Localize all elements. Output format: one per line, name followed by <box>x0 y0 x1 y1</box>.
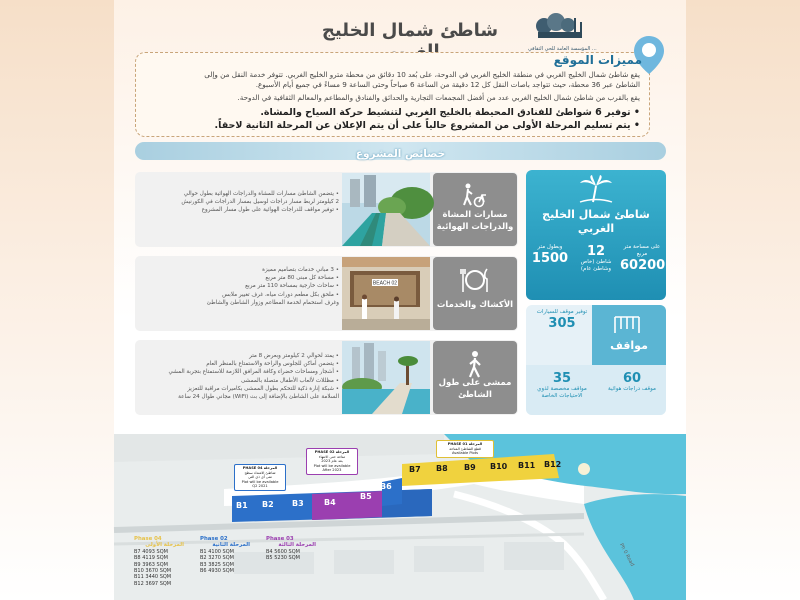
beach-name: شاطئ شمال الخليج الغربي <box>542 208 650 235</box>
feature-row-label: الأكشاك والخدمات <box>436 300 514 310</box>
callout-title: PHASE 02 المرحلة <box>314 450 350 454</box>
features-paragraph: يقع بالقرب من شاطئ شمال الخليج الغربي عدد من أفضل المجمعات التجارية والحدائق والفنادق والمطاعم والمعالم الثقافية في الدوحة. <box>237 93 640 102</box>
legend-item: B6 4930 SQM <box>200 568 234 575</box>
kiosk-render-image <box>342 257 430 330</box>
legend-item: B7 4093 SQM <box>134 548 168 555</box>
legend-item: B2 3270 SQM <box>200 555 234 562</box>
features-title: مميزات الموقع <box>553 53 642 67</box>
stat-caption: على مساحة متر مربع <box>623 244 661 257</box>
stat-area <box>620 244 664 273</box>
legend-heading-ar: المرحلة الثانية <box>212 542 250 549</box>
stat-length <box>530 244 570 266</box>
stat-caption: توفير موقف للسيارات <box>536 309 588 315</box>
callout-line: شاطئ الامتداد سطح <box>244 470 276 475</box>
legend-heading: Phase 02 <box>200 536 228 542</box>
walking-cycling-icon <box>460 181 490 211</box>
plot-label: B4 <box>324 498 336 507</box>
feature-row-text <box>145 190 339 215</box>
plot-label: B1 <box>236 501 248 510</box>
feature-row-text <box>145 266 339 307</box>
stat-accessible-parking <box>534 371 590 400</box>
plot-label: B11 <box>518 461 536 470</box>
plot-label: B2 <box>262 500 274 509</box>
legend-item: B11 3440 SQM <box>134 574 172 581</box>
feature-line: • مظللات لألعاب الأطفال متصلة بالممشى <box>240 377 339 384</box>
stat-bike-parking <box>604 371 660 393</box>
stat-caption: شاطئ (خاص وشاطئ عام) <box>580 259 612 272</box>
callout-title: PHASE 04 المرحلة <box>242 466 278 470</box>
parking-card <box>526 305 666 415</box>
beach-summary-card <box>526 170 666 300</box>
stat-caption: مواقف مخصصة لذوي الاحتياجات الخاصة <box>537 386 587 399</box>
project-features-band <box>135 142 666 160</box>
organization-logo <box>530 12 592 46</box>
plot-label: B10 <box>490 462 508 471</box>
callout-line: متاحة حتى الانتهاء <box>318 454 346 459</box>
dining-icon <box>460 265 490 295</box>
stat-value: 60200 <box>620 258 666 273</box>
phase-02-callout <box>306 448 358 475</box>
callout-line: Available Plots <box>451 451 479 456</box>
stat-caption: وبطول متر <box>537 244 563 250</box>
feature-line: • مساحة كل مبنى 80 متر مربع <box>265 275 339 282</box>
features-bullet: • يتم تسليم المرحلة الأولى من المشروع حالياً على أن يتم الإعلان عن المرحلة الثانية لاحقاً. <box>214 120 640 131</box>
parking-icon <box>612 315 642 335</box>
stat-beaches <box>574 244 618 273</box>
parking-card-header <box>592 305 666 365</box>
feature-line: 2 كيلومتر لربط مسار دراجات لوسيل بمسار الدراجات في الكورنيش <box>181 199 339 206</box>
feature-line: • يتضمن أماكن للجلوس والراحة والاستمتاع بالمنظر العام <box>206 361 339 368</box>
phase-04-callout <box>234 464 286 491</box>
beach-walk-render-image <box>342 341 430 414</box>
plot-label: B3 <box>292 499 304 508</box>
legend-phase-02 <box>200 536 250 574</box>
plot-label: B6 <box>380 482 392 491</box>
feature-row-icon-panel <box>433 257 517 330</box>
parking-label: مواقف <box>610 339 648 352</box>
legend-item: B3 3825 SQM <box>200 561 234 568</box>
feature-line: • ساحات خارجية بمساحة 110 متر مربع <box>245 283 339 290</box>
callout-title: PHASE 01 المرحلة <box>447 442 483 446</box>
callout-line: After 2023 <box>322 468 342 473</box>
stat-caption: موقف دراجات هوائية <box>608 386 656 392</box>
features-paragraph: الشاطئ عبر 36 محطة، حيث تتواجد باصات النقل كل 12 دقيقة من الساعة 6 صباحاً وحتى الساعة 9 مساءً في جميع أيام الأسبوع. <box>255 80 640 89</box>
feature-line: • ملحق بكل مطعم دورات مياه، غرف تغيير ملابس <box>222 291 339 298</box>
legend-item: B9 3963 SQM <box>134 561 168 568</box>
legend-heading-ar: المرحلة الأولى <box>145 542 184 549</box>
plot-label: B12 <box>544 460 562 469</box>
plot-label: B5 <box>360 492 372 501</box>
plot-label: B7 <box>409 465 421 474</box>
feature-row-label: مسارات المشاة والدراجات الهوائية <box>436 210 514 232</box>
stat-value: 60 <box>622 371 642 386</box>
callout-line: قطع الشاطئ المتاحة <box>449 446 481 451</box>
road-label: Ph 0 Road <box>618 542 636 568</box>
callout-line: Plot will be available <box>313 463 351 468</box>
feature-line: وغرف استحمام لخدمة المطاعم وزوار الشاطئ والشاطئ <box>206 299 339 306</box>
legend-item: B8 4119 SQM <box>134 555 168 562</box>
beach-walk-icon <box>460 349 490 379</box>
callout-line: متى أي ذي التي <box>248 475 272 480</box>
feature-line: • يمتد لحوالي 2 كيلومتر وبعرض 8 متر <box>249 353 339 359</box>
callout-line: Q2 2021 <box>252 484 268 489</box>
left-margin-band <box>0 0 114 600</box>
legend-item: B12 3697 SQM <box>134 580 172 587</box>
feature-line: السلامة على الشاطئ بالإضافة إلى بث (WiFi) مجاني طوال 24 ساعة <box>178 394 339 401</box>
legend-heading: Phase 03 <box>266 536 294 542</box>
callout-line: Plot will be available <box>241 479 279 484</box>
stat-value: 12 <box>586 244 606 259</box>
feature-line: • يتضمن الشاطئ مسارات للمشاة والدراجات الهوائية بطول حوالي <box>183 191 339 197</box>
legend-item: B4 5600 SQM <box>266 548 300 555</box>
feature-line: • شبكة إنارة ذكية للتحكم بطول الممشى بكاميرات مراقبة للتعزيز <box>187 385 339 392</box>
feature-line: • أشجار ومساحات خضراء وكافة المرافق اللازمة للاستمتاع بتجربة المشي <box>168 369 339 376</box>
palm-tree-icon <box>578 174 614 204</box>
feature-row-text <box>145 352 339 401</box>
legend-item: B10 3670 SQM <box>134 568 172 575</box>
walkway-render-image <box>342 173 430 246</box>
feature-row-icon-panel <box>433 341 517 414</box>
legend-phase-03 <box>266 536 316 562</box>
legend-item: B1 4100 SQM <box>200 548 234 555</box>
phase-01-callout <box>436 440 494 458</box>
legend-phase-04 <box>134 536 184 587</box>
callout-line: بعد عام 2023 <box>321 459 343 464</box>
stat-value: 1500 <box>531 251 569 266</box>
stat-car-parking <box>534 309 590 331</box>
feature-row-label: ممشى على طول الشاطئ <box>438 378 512 400</box>
stat-value: 35 <box>552 371 572 386</box>
plot-label: B9 <box>464 463 476 472</box>
feature-row-icon-panel <box>433 173 517 246</box>
legend-item: B5 5230 SQM <box>266 555 300 562</box>
feature-line: • توفير مواقف للدراجات الهوائية على طول مسار المشروع <box>201 207 339 214</box>
page-title: شاطئ شمال الخليج <box>321 20 499 41</box>
features-bullet: • توفير 6 شواطئ للفنادق المحيطة بالخليج الغربي لتنشيط حركة السياح والمشاة. <box>260 107 640 118</box>
phase-legend <box>134 536 334 600</box>
kiosk-sign-text: BEACH 02 <box>372 280 398 287</box>
stat-value: 305 <box>548 316 576 331</box>
legend-heading-ar: المرحلة الثالثة <box>278 542 316 549</box>
logo-caption: المؤسسة العامة للحي الثقافي ... <box>528 46 597 52</box>
feature-line: • 3 مباني خدمات بتصاميم مميزة <box>262 267 339 273</box>
project-features-heading: خصائص المشروع <box>355 148 446 160</box>
features-paragraph: يقع شاطئ شمال الخليج الغربي في منطقة الخليج الغربي في الدوحة، على بُعد 10 دقائق من محطة مترو الخليج الغربي. تتوفر خدمة النقل من وإلى <box>204 70 640 79</box>
right-margin-band <box>686 0 800 600</box>
plot-label: B8 <box>436 464 448 473</box>
legend-heading: Phase 04 <box>134 536 162 542</box>
